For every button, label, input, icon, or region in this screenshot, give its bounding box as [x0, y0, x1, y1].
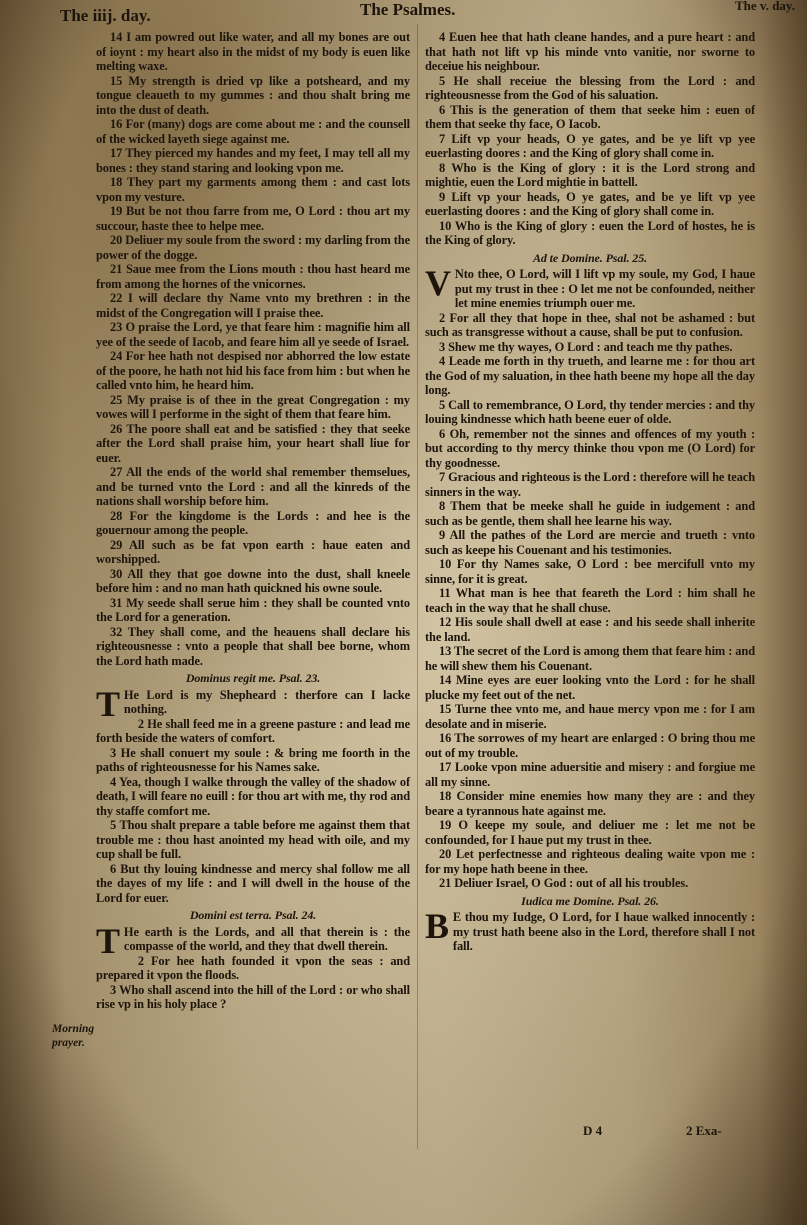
- verse: 11 What man is hee that feareth the Lord : him shall he teach in the way that he shall chuse.: [425, 586, 755, 615]
- psalm-heading: Ad te Domine. Psal. 25.: [532, 250, 648, 265]
- psalm-opening: [425, 263, 755, 311]
- psalm-heading: Iudica me Domine. Psal. 26.: [521, 893, 659, 908]
- verse: 9 Lift vp your heads, O ye gates, and be ye lift vp yee euerlasting doores : and the King of glory shall come in.: [425, 189, 755, 218]
- verse: 12 His soule shall dwell at ease : and his seede shall inherite the land.: [425, 615, 755, 644]
- verse: 27 All the ends of the world shal remember themselues, and be turned vnto the Lord : and all the kinreds of the nations shall worship before him.: [96, 465, 410, 508]
- drop-cap: B: [425, 906, 449, 946]
- verse: 5 Call to remembrance, O Lord, thy tender mercies : and thy louing kindnesse which hath beene euer of olde.: [425, 397, 755, 426]
- left-column: [96, 30, 410, 1012]
- opening-verse: E thou my Iudge, O Lord, for I haue walked innocently : my trust hath beene also in the Lord, therefore shall I not fall.: [452, 910, 755, 953]
- psalm-opening: [425, 906, 755, 954]
- verse: 20 Deliuer my soule from the sword : my darling from the power of the dogge.: [96, 233, 410, 262]
- verse: 2 He shall feed me in a greene pasture : and lead me forth beside the waters of comfort.: [96, 716, 410, 745]
- drop-cap: T: [96, 683, 120, 724]
- verse: 14 I am powred out like water, and all my bones are out of ioynt : my heart also in the midst of my body is euen like melting waxe.: [96, 30, 410, 73]
- verse: 10 Who is the King of glory : euen the Lord of hostes, he is the King of glory.: [425, 218, 755, 247]
- verse: 19 But be not thou farre from me, O Lord : thou art my succour, haste thee to helpe mee.: [96, 204, 410, 233]
- opening-verse: Nto thee, O Lord, will I lift vp my soule, my God, I haue put my trust in thee : O let me not be confounded, neither let mine enemies triumph ouer me.: [454, 267, 755, 310]
- verse: 31 My seede shall serue him : they shall be counted vnto the Lord for a generation.: [96, 595, 410, 624]
- psalm-heading: Dominus regit me. Psal. 23.: [185, 671, 321, 685]
- verse: 8 Who is the King of glory : it is the Lord strong and mightie, euen the Lord mightie in battell.: [425, 160, 755, 189]
- psalm-opening: [96, 920, 410, 961]
- verse: 5 He shall receiue the blessing from the Lord : and righteousnesse from the God of his saluation.: [425, 73, 755, 102]
- verse: 32 They shall come, and the heauens shall declare his righteousnesse : vnto a people that shall bee borne, whom the Lord hath made.: [96, 624, 410, 668]
- verse: 21 Saue mee from the Lions mouth : thou hast heard me from among the hornes of the vnicornes.: [96, 262, 410, 291]
- verse-group: [425, 30, 755, 248]
- verse: 16 For (many) dogs are come about me : and the counsell of the wicked layeth siege against me.: [96, 117, 410, 146]
- verse: 4 Euen hee that hath cleane handes, and a pure heart : and that hath not lift vp his minde vnto vanitie, nor sworne to deceiue his neighbour.: [425, 30, 755, 73]
- column-divider: [417, 24, 418, 1149]
- verse: 22 I will declare thy Name vnto my brethren : in the midst of the Congregation will I praise thee.: [96, 291, 410, 320]
- verse: 2 For all they that hope in thee, shal not be ashamed : but such as transgresse without a cause, shall be put to confusion.: [425, 310, 755, 339]
- verse-group: [425, 311, 755, 891]
- verse: 21 Deliuer Israel, O God : out of all his troubles.: [439, 876, 689, 890]
- verse: 18 They part my garments among them : and cast lots vpon my vesture.: [96, 175, 410, 204]
- verse: 6 This is the generation of them that seeke him : euen of them that seeke thy face, O Iacob.: [425, 102, 755, 131]
- verse: 8 Them that be meeke shall he guide in iudgement : and such as be gentle, them shall hee learne his way.: [425, 499, 755, 528]
- verse-group: [96, 717, 410, 906]
- signature-mark: D 4: [583, 1123, 603, 1138]
- verse: 6 But thy louing kindnesse and mercy shal follow me all the dayes of my life : and I will dwell in the house of the Lord for euer.: [96, 861, 410, 905]
- verse: 10 For thy Names sake, O Lord : bee mercifull vnto my sinne, for it is great.: [425, 557, 755, 586]
- running-head-left: The iiij. day.: [60, 6, 151, 25]
- verse: 7 Gracious and righteous is the Lord : therefore will he teach sinners in the way.: [425, 470, 755, 499]
- verse: 7 Lift vp your heads, O ye gates, and be ye lift vp yee euerlasting doores : and the King of glory shall come in.: [425, 131, 755, 160]
- verse: 3 Who shall ascend into the hill of the Lord : or who shall rise vp in his holy place ?: [96, 982, 410, 1011]
- running-head: [0, 2, 807, 28]
- verse: 6 Oh, remember not the sinnes and offences of my youth : but according to thy mercy thinke thou vpon me (O Lord) for thy goodnesse.: [425, 426, 755, 470]
- right-column: [425, 30, 755, 954]
- verse: 5 Thou shalt prepare a table before me against them that trouble me : thou hast anointed my head with oile, and my cup shall be full.: [96, 818, 410, 861]
- verse: 23 O praise the Lord, ye that feare him : magnifie him all yee of the seede of Iacob, and feare him all ye seede of Israel.: [96, 320, 410, 349]
- verse: 30 All they that goe downe into the dust, shall kneele before him : and no man hath quickned his owne soule.: [96, 566, 410, 595]
- opening-verse: He Lord is my Shepheard : therfore can I lacke nothing.: [123, 687, 410, 716]
- running-head-title: The Psalmes.: [360, 0, 456, 19]
- verse: 28 For the kingdome is the Lords : and hee is the gouernour among the people.: [96, 508, 410, 537]
- verse: 17 Looke vpon mine aduersitie and misery : and forgiue me all my sinne.: [425, 760, 755, 789]
- verse: 3 He shall conuert my soule : & bring me foorth in the paths of righteousnesse for his Names sake.: [96, 745, 410, 774]
- verse: 20 Let perfectnesse and righteous dealing waite vpon me : for my hope hath beene in thee.: [425, 847, 755, 876]
- verse: 25 My praise is of thee in the great Congregation : my vowes will I performe in the sight of them that feare him.: [96, 392, 410, 421]
- verse: 26 The poore shall eat and be satisfied : they that seeke after the Lord shall praise him, your heart shall liue for euer.: [96, 421, 410, 465]
- verse: 15 Turne thee vnto me, and haue mercy vpon me : for I am desolate and in miserie.: [425, 702, 755, 731]
- verse: 4 Leade me forth in thy trueth, and learne me : for thou art the God of my saluation, in thee hath beene my hope all the day long.: [425, 354, 755, 397]
- verse: 9 All the pathes of the Lord are mercie and trueth : vnto such as keepe his Couenant and his testimonies.: [425, 528, 755, 557]
- verse: 2 For hee hath founded it vpon the seas : and prepared it vpon the floods.: [96, 953, 410, 982]
- verse-group: [96, 30, 410, 668]
- verse: 15 My strength is dried vp like a potsheard, and my tongue cleaueth to my gummes : and thou shalt bring me into the dust of death.: [96, 73, 410, 117]
- verse: 24 For hee hath not despised nor abhorred the low estate of the poore, he hath not hid his face from him : but when he called vnto him, he heard him.: [96, 349, 410, 392]
- verse: 13 The secret of the Lord is among them that feare him : and he will shew them his Couenant.: [425, 644, 755, 673]
- margin-note: Morning prayer.: [52, 1023, 95, 1049]
- verse: 17 They pierced my handes and my feet, I may tell all my bones : they stand staring and looking vpon me.: [96, 146, 410, 175]
- verse: 4 Yea, though I walke through the valley of the shadow of death, I will feare no euill : for thou art with me, thy rod and thy staffe comfort me.: [96, 774, 410, 818]
- verse: 3 Shew me thy wayes, O Lord : and teach me thy pathes.: [439, 339, 733, 354]
- catchword: 2 Exa-: [686, 1123, 722, 1138]
- drop-cap: V: [425, 263, 451, 303]
- running-head-right: The v. day.: [735, 0, 795, 13]
- verse: 18 Consider mine enemies how many they are : and they beare a tyrannous hate against me.: [425, 789, 755, 818]
- verse: 19 O keepe my soule, and deliuer me : let me not be confounded, for I haue put my trust in thee.: [425, 818, 755, 847]
- psalm-heading: Domini est terra. Psal. 24.: [189, 908, 317, 922]
- verse-group: [96, 954, 410, 1012]
- verse: 14 Mine eyes are euer looking vnto the Lord : for he shall plucke my feet out of the net.: [425, 673, 755, 702]
- psalm-opening: [96, 683, 410, 724]
- verse: 16 The sorrowes of my heart are enlarged : O bring thou me out of my trouble.: [425, 731, 755, 760]
- opening-verse: He earth is the Lords, and all that therein is : the compasse of the world, and they that dwell therein.: [123, 924, 410, 953]
- verse: 29 All such as be fat vpon earth : haue eaten and worshipped.: [96, 537, 410, 566]
- drop-cap: T: [96, 920, 120, 961]
